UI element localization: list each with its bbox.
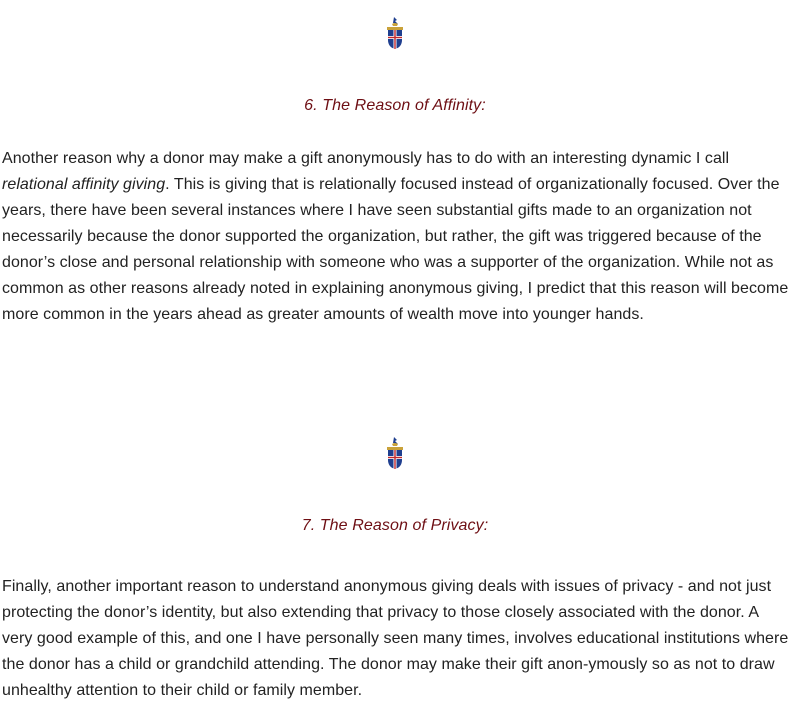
paragraph-affinity xyxy=(2,146,792,328)
paragraph-affinity-rest: . This is giving that is relationally focused instead of organizationally focused. Over the years, there have been several instances where I have seen substantial gifts made to an organization not necessarily because the donor supported the organization, but rather, the gift was triggered because of the donor’s close and personal relationship with someone who was a supporter of the organization. While not as common as other reasons already noted in explaining anonymous giving, I predict that this reason will become more common in the years ahead as greater amounts of wealth move into younger hands. xyxy=(2,176,789,323)
paragraph-affinity-lead: Another reason why a donor may make a gift anonymously has to do with an interesting dynamic I call xyxy=(2,150,730,167)
crest-icon xyxy=(385,436,405,470)
section-heading-affinity: 6. The Reason of Affinity: xyxy=(304,97,486,114)
heraldic-crest-icon xyxy=(385,16,405,50)
emphasis-relational-affinity-giving: relational affinity giving xyxy=(2,176,166,193)
crest-icon xyxy=(385,16,405,50)
heraldic-crest-icon xyxy=(385,436,405,470)
section-heading-privacy: 7. The Reason of Privacy: xyxy=(301,517,489,534)
paragraph-privacy: Finally, another important reason to understand anonymous giving deals with issues of privacy - and not just protecting the donor’s identity, but also extending that privacy to those closely associated with the donor. A very good example of this, and one I have personally seen many times, involves educational institutions where the donor has a child or grandchild attending. The donor may make their gift anon-ymously so as not to draw unhealthy attention to their child or family member. xyxy=(2,578,789,699)
